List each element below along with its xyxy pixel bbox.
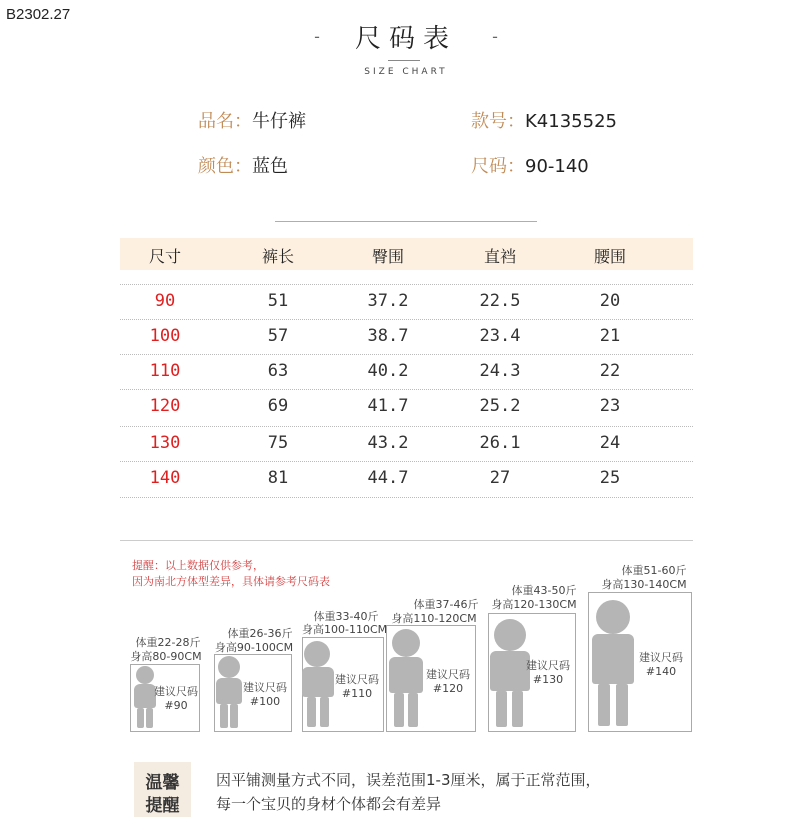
size-range-label: 尺码： xyxy=(471,156,525,177)
table-bottom-border xyxy=(120,497,693,498)
color-value: 蓝色 xyxy=(252,156,288,177)
cell-waist: 21 xyxy=(599,326,621,346)
cell-waist: 23 xyxy=(599,396,621,416)
kid-120-height: 身高110-120CM xyxy=(391,612,477,625)
kid-90-height: 身高80-90CM xyxy=(130,650,202,663)
kid-90-rec-size: #90 xyxy=(164,699,188,712)
header-waist: 腰围 xyxy=(593,247,626,266)
kid-130-weight: 体重43-50斤 xyxy=(511,584,577,597)
section-divider xyxy=(120,540,693,541)
table-row xyxy=(120,461,693,496)
cell-length: 81 xyxy=(267,468,289,488)
cell-hip: 41.7 xyxy=(367,396,409,416)
tip-badge xyxy=(134,762,191,817)
kid-110-rec-size: #110 xyxy=(341,687,373,700)
info-divider xyxy=(275,221,537,222)
size-table-header xyxy=(120,238,693,270)
color-label: 颜色： xyxy=(198,156,252,177)
cell-rise: 23.4 xyxy=(479,326,521,346)
kid-100-rec-label: 建议尺码 xyxy=(243,681,287,694)
kid-110-height: 身高100-110CM xyxy=(302,623,388,636)
kid-100-weight: 体重26-36斤 xyxy=(227,627,293,640)
cell-waist: 20 xyxy=(599,291,621,311)
header-size: 尺寸 xyxy=(148,247,181,266)
cell-hip: 40.2 xyxy=(367,361,409,381)
cell-size: 90 xyxy=(154,291,176,311)
info-size-range xyxy=(471,152,589,178)
table-row xyxy=(120,354,693,389)
size-range-value: 90-140 xyxy=(525,156,589,177)
cell-waist: 24 xyxy=(599,433,621,453)
note-line-1: 提醒：以上数据仅供参考， xyxy=(132,559,264,572)
cell-size: 130 xyxy=(149,433,181,453)
cell-rise: 22.5 xyxy=(479,291,521,311)
product-name-value: 牛仔裤 xyxy=(252,111,306,132)
kid-130-rec-label: 建议尺码 xyxy=(526,659,570,672)
kid-140-rec-label: 建议尺码 xyxy=(639,651,683,664)
cell-length: 75 xyxy=(267,433,289,453)
cell-size: 140 xyxy=(149,468,181,488)
kid-120-rec-size: #120 xyxy=(432,682,464,695)
header-rise: 直裆 xyxy=(483,247,516,266)
style-number-value: K4135525 xyxy=(525,111,617,132)
kid-90-rec-label: 建议尺码 xyxy=(154,685,198,698)
kid-130-rec-size: #130 xyxy=(532,673,564,686)
cell-length: 51 xyxy=(267,291,289,311)
title-dash-right: - xyxy=(492,27,498,46)
cell-rise: 27 xyxy=(489,468,511,488)
cell-rise: 25.2 xyxy=(479,396,521,416)
cell-rise: 26.1 xyxy=(479,433,521,453)
cell-hip: 43.2 xyxy=(367,433,409,453)
cell-waist: 22 xyxy=(599,361,621,381)
title-underline xyxy=(388,60,420,61)
kid-100-rec-size: #100 xyxy=(249,695,281,708)
cell-length: 69 xyxy=(267,396,289,416)
cell-waist: 25 xyxy=(599,468,621,488)
kid-90-weight: 体重22-28斤 xyxy=(135,636,201,649)
page-subtitle: SIZE CHART xyxy=(364,67,448,77)
table-row xyxy=(120,389,693,424)
tip-text-line-1: 因平铺测量方式不同，误差范围1-3厘米，属于正常范围， xyxy=(216,771,601,789)
info-style-number xyxy=(471,107,617,133)
tip-title-1: 温馨 xyxy=(145,773,180,793)
cell-length: 63 xyxy=(267,361,289,381)
cell-size: 110 xyxy=(149,361,181,381)
cell-rise: 24.3 xyxy=(479,361,521,381)
kid-130-height: 身高120-130CM xyxy=(491,598,577,611)
kid-140-height: 身高130-140CM xyxy=(601,578,687,591)
info-color xyxy=(198,152,288,178)
kid-110-rec-label: 建议尺码 xyxy=(335,673,379,686)
cell-size: 100 xyxy=(149,326,181,346)
cell-hip: 38.7 xyxy=(367,326,409,346)
style-number-label: 款号： xyxy=(471,111,525,132)
table-row xyxy=(120,426,693,461)
page-title: 尺码表 xyxy=(354,24,457,54)
cell-hip: 44.7 xyxy=(367,468,409,488)
cell-size: 120 xyxy=(149,396,181,416)
title-dash-left: - xyxy=(314,27,320,46)
note-line-2: 因为南北方体型差异，具体请参考尺码表 xyxy=(132,575,330,588)
header-hip: 臀围 xyxy=(371,247,404,266)
kid-100-height: 身高90-100CM xyxy=(214,641,294,654)
kid-140-weight: 体重51-60斤 xyxy=(621,564,687,577)
table-row xyxy=(120,284,693,319)
header-length: 裤长 xyxy=(261,247,294,266)
kid-120-rec-label: 建议尺码 xyxy=(426,668,470,681)
product-name-label: 品名： xyxy=(198,111,252,132)
info-product-name xyxy=(198,107,306,133)
kid-110-weight: 体重33-40斤 xyxy=(313,610,379,623)
kid-120-weight: 体重37-46斤 xyxy=(413,598,479,611)
kid-140-rec-size: #140 xyxy=(645,665,677,678)
title-row xyxy=(0,18,812,55)
tip-title-2: 提醒 xyxy=(145,796,180,816)
cell-length: 57 xyxy=(267,326,289,346)
tip-text-line-2: 每一个宝贝的身材个体都会有差异 xyxy=(216,795,442,813)
table-row xyxy=(120,319,693,354)
cell-hip: 37.2 xyxy=(367,291,409,311)
product-code: B2302.27 xyxy=(6,6,71,23)
